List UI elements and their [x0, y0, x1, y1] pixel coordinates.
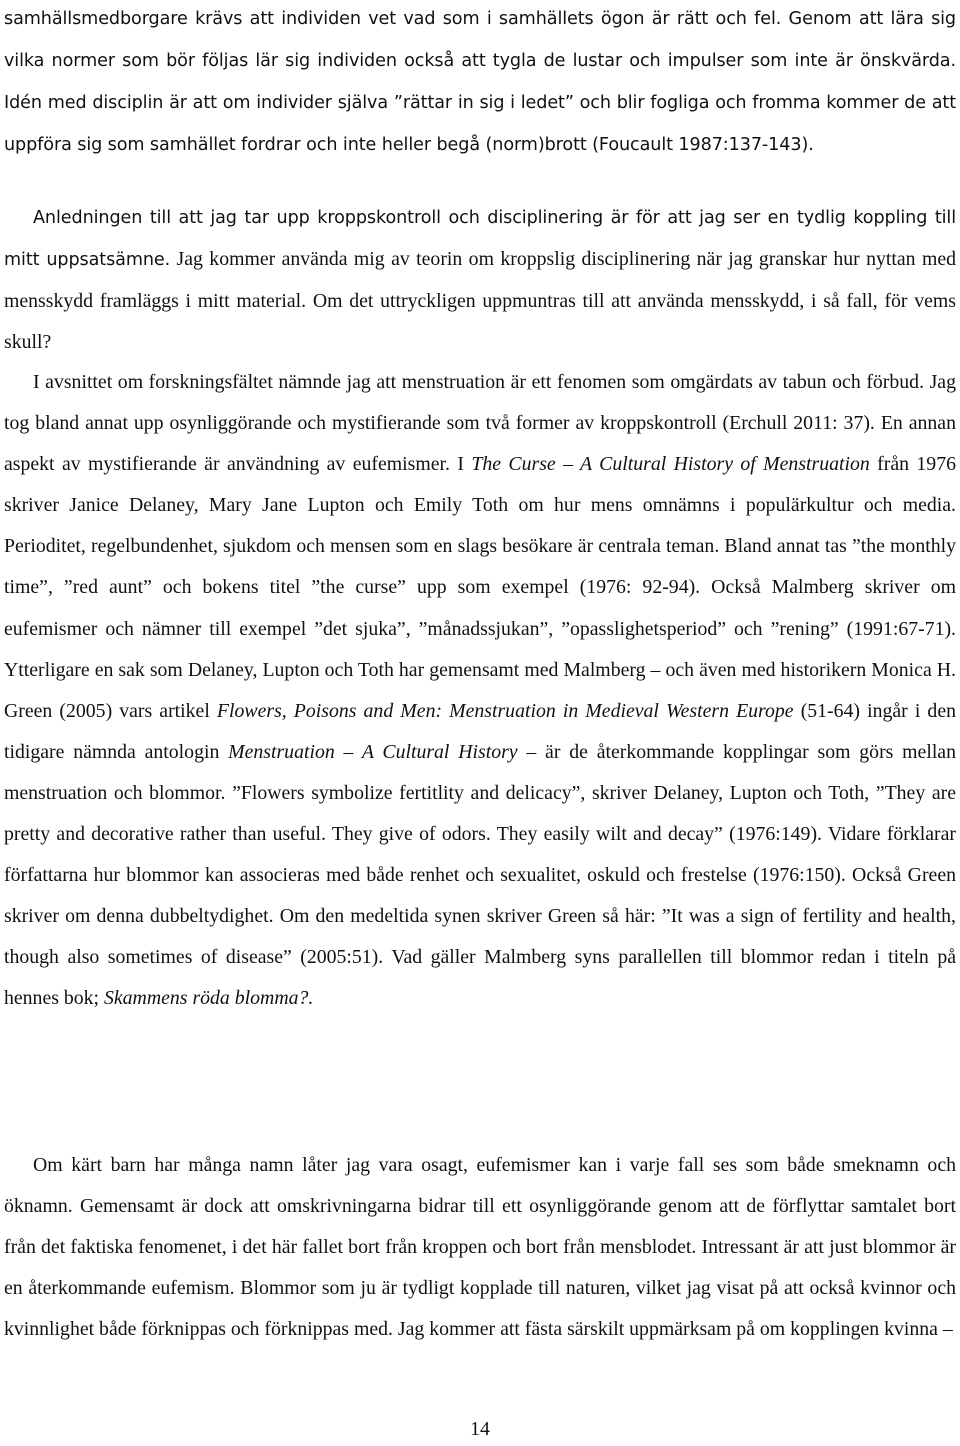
- book-title: Skammens röda blomma?.: [104, 987, 314, 1010]
- sentence: Också Green skriver om denna dubbeltydighet.: [4, 864, 956, 928]
- book-title: The Curse – A Cultural History of Menstruation: [471, 453, 870, 476]
- sentence: Vidare förklarar författarna hur blommor kan associeras med både renhet och sexualitet, oskuld och frestelse (1976:150).: [4, 823, 957, 887]
- paragraph-flowers: [4, 1145, 956, 1350]
- anthology-title: Menstruation – A Cultural History –: [228, 740, 537, 763]
- sentence: Perioditet, regelbundenhet, sjukdom och mensen som en slags besökare är centrala teman.: [4, 535, 720, 558]
- sentence: Vad gäller Malmberg syns parallellen till blommor redan i titeln på hennes bok;: [4, 946, 956, 1010]
- sentence: I avsnittet om forskningsfältet nämnde jag att menstruation är ett fenomen som omgärdats av tabun och förbud.: [33, 371, 925, 393]
- sentence: Bland annat tas ”the monthly time”, ”red aunt” och bokens titel ”the curse” upp som exempel (1976: 92-94).: [4, 535, 956, 599]
- quotation: Om den medeltida synen skriver Green så här: ”It was a sign of fertility and health, though also sometimes of disease” (2005:51).: [4, 905, 957, 969]
- sentence: samhällsmedborgare krävs att individen vet vad som i samhällets ögon är rätt och fel. Genom att lära sig vilka normer som bör följas lär sig individen också att tygla de lustar och impulser som inte är önskvärda.: [4, 9, 956, 72]
- sentence: Anledningen till att jag tar upp kroppskontroll och disciplinering är för att jag ser en tydlig koppling till mitt uppsatsämne.: [4, 208, 956, 271]
- sentence: Ytterligare en sak som Delaney, Lupton och Toth har gemensamt med Malmberg – och även med historikern Monica H. Green (2005) vars artikel: [4, 658, 956, 722]
- paragraph-discipline: [4, 0, 956, 166]
- sentence: Gemensamt är dock att omskrivningarna bidrar till ett osynliggörande genom att de förflyttar samtalet bort från det faktiska fenomenet, i det här fallet bort från kroppen och bort från mensblodet.: [4, 1195, 956, 1259]
- quotation: ”Flowers symbolize fertitlity and delicacy”, skriver Delaney, Lupton och Toth, ”They are pretty and decorative rather than useful. They give of odors. They easily wilt and decay” (1976:149).: [4, 781, 956, 846]
- sentence: från 1976 skriver Janice Delaney, Mary Jane Lupton och Emily Toth om hur mens omnämns i populärkultur och media.: [4, 453, 956, 517]
- sentence: är de återkommande kopplingar som görs mellan menstruation och blommor.: [4, 740, 956, 804]
- sentence: I: [449, 453, 472, 476]
- sentence: Jag kommer använda mig av teorin om kroppslig disciplinering när jag granskar hur nyttan med mensskydd framläggs i mitt material.: [4, 248, 957, 313]
- sentence: Om det uttryckligen uppmuntras till att använda mensskydd, i så fall, för vems skull?: [4, 290, 956, 354]
- sentence: Jag tog bland annat upp osynliggörande och mystifierande som två former av kroppskontroll (Erchull 2011: 37).: [4, 371, 956, 435]
- sentence: (51-64) ingår i den tidigare nämnda antologin: [4, 699, 956, 763]
- sentence: Idén med disciplin är att om individer själva ”rättar in sig i ledet” och blir fogliga och fromma kommer de att uppföra sig som samhället fordrar och inte heller begå (norm)brott (Foucault 1987:137-143).: [4, 93, 956, 156]
- sentence: Också Malmberg skriver om eufemismer och nämner till exempel ”det sjuka”, ”månadssjukan”, ”opasslighetsperiod” och ”rening” (1991:67-71).: [4, 576, 956, 640]
- article-title: Flowers, Poisons and Men: Menstruation in Medieval Western Europe: [216, 699, 794, 722]
- sentence: En annan aspekt av mystifierande är användning av eufemismer.: [4, 412, 956, 476]
- paragraph-body-control: [4, 197, 956, 363]
- sentence: Blommor som ju är tydligt kopplade till naturen, vilket jag visat på att också kvinnor och kvinnlighet både förknippas och förknippas med.: [4, 1277, 956, 1341]
- sentence: Jag kommer att fästa särskilt uppmärksam på om kopplingen kvinna –: [392, 1318, 953, 1341]
- sentence: Intressant är att just blommor är en återkommande eufemism.: [4, 1236, 956, 1300]
- page-number: 14: [470, 1418, 490, 1440]
- sentence: Om kärt barn har många namn låter jag vara osagt, eufemismer kan i varje fall ses som både smeknamn och öknamn.: [4, 1154, 956, 1218]
- paragraph-euphemisms: [4, 362, 956, 1020]
